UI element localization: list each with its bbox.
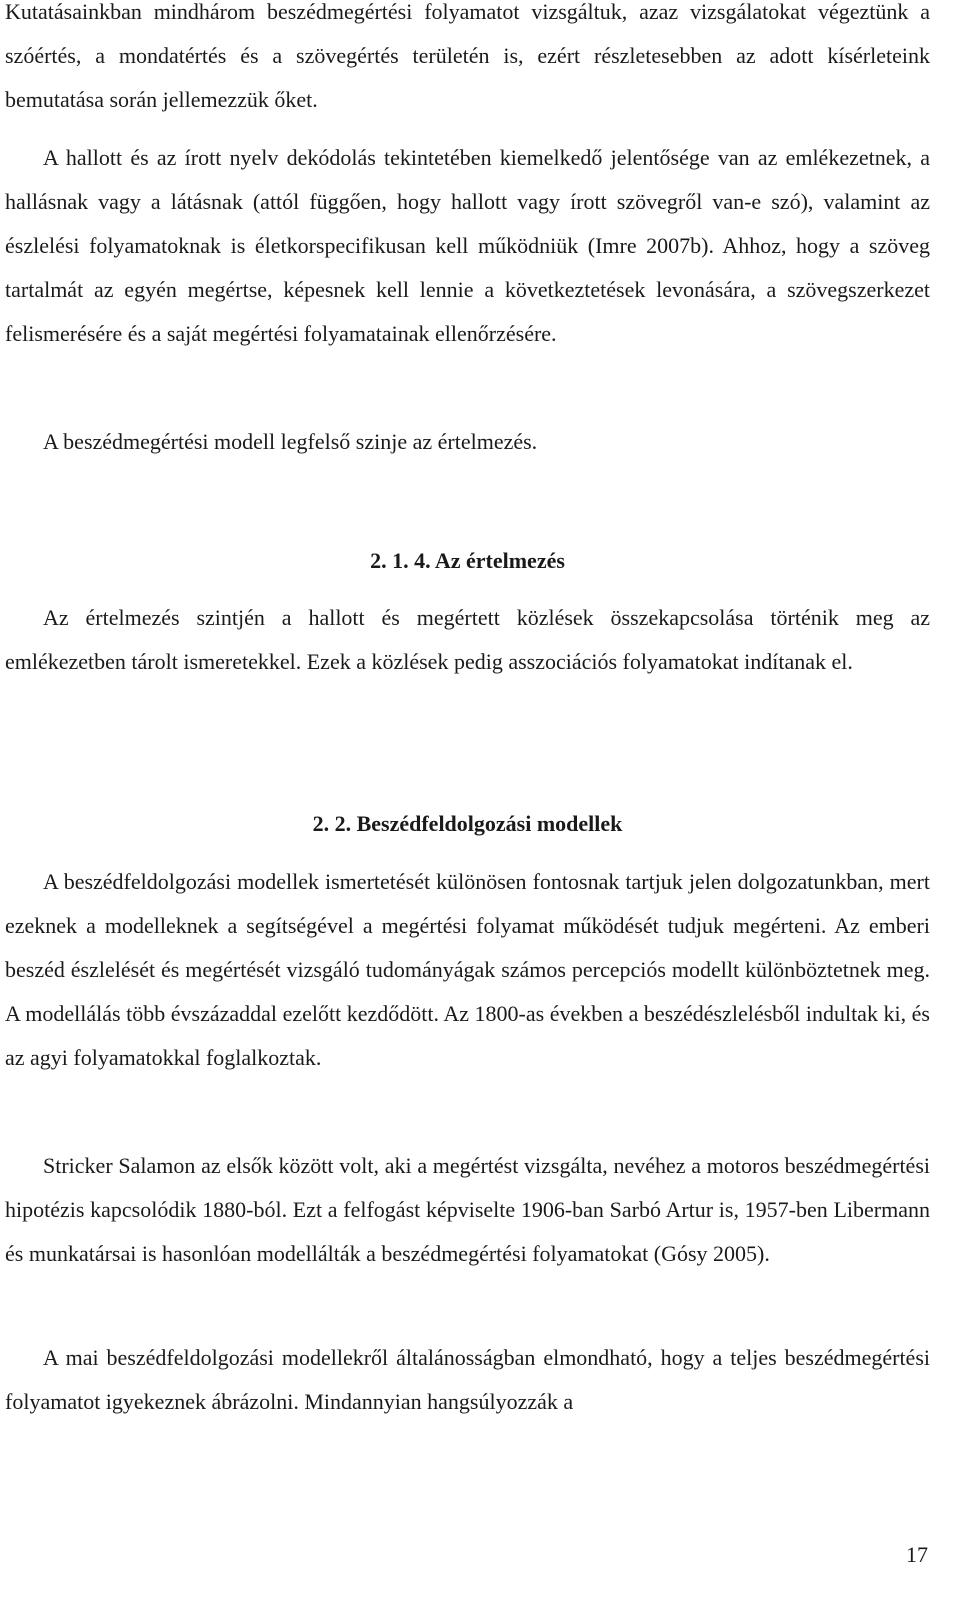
paragraph-research-overview: Kutatásainkban mindhárom beszédmegértési folyamatot vizsgáltuk, azaz vizsgálatokat végeztünk a szóértés, a mondatértés és a szövegértés területén is, ezért részletesebben az adott kísérleteink bemutatása során jellemezzük őket. [5,0,930,112]
paragraph-decoding-memory: A hallott és az írott nyelv dekódolás tekintetében kiemelkedő jelentősége van az emlékezetnek, a hallásnak vagy a látásnak (attól függően, hogy hallott vagy írott szövegről van-e szó), valamint az észlelési folyamatoknak is életkorspecifikusan kell működniük (Imre 2007b). Ahhoz, hogy a szöveg tartalmát az egyén megértse, képesnek kell lennie a következtetések levonására, a szövegszerkezet felismerésére és a saját megértési folyamatainak ellenőrzésére. [5,145,930,346]
section-heading-speech-processing-models: 2. 2. Beszédfeldolgozási modellek [312,811,623,836]
paragraph-top-level-interpretation: A beszédmegértési modell legfelső szinje az értelmezés. [43,429,538,454]
paragraph-interpretation-level: Az értelmezés szintjén a hallott és megértett közlések összekapcsolása történik meg az emlékezetben tárolt ismeretekkel. Ezek a közlések pedig asszociációs folyamatokat indítanak el. [5,605,930,674]
paragraph-stricker-salamon: Stricker Salamon az elsők között volt, aki a megértést vizsgálta, nevéhez a motoros beszédmegértési hipotézis kapcsolódik 1880-ból. Ezt a felfogást képviselte 1906-ban Sarbó Artur is, 1957-ben Libermann és munkatársai is hasonlóan modellálták a beszédmegértési folyamatokat (Gósy 2005). [5,1153,930,1266]
paragraph-modern-models: A mai beszédfeldolgozási modellekről általánosságban elmondható, hogy a teljes beszédmegértési folyamatot igyekeznek ábrázolni. Mindannyian hangsúlyozzák a [5,1345,930,1414]
page-number: 17 [906,1542,928,1567]
section-heading-interpretation: 2. 1. 4. Az értelmezés [370,548,565,573]
paragraph-models-importance: A beszédfeldolgozási modellek ismertetését különösen fontosnak tartjuk jelen dolgozatunkban, mert ezeknek a modelleknek a segítségével a megértési folyamat működését tudjuk megérteni. Az emberi beszéd észlelését és megértését vizsgáló tudományágak számos percepciós modellt különböztetnek meg. A modellálás több évszázaddal ezelőtt kezdődött. Az 1800-as években a beszédészlelésből indultak ki, és az agyi folyamatokkal foglalkoztak. [5,869,930,1070]
